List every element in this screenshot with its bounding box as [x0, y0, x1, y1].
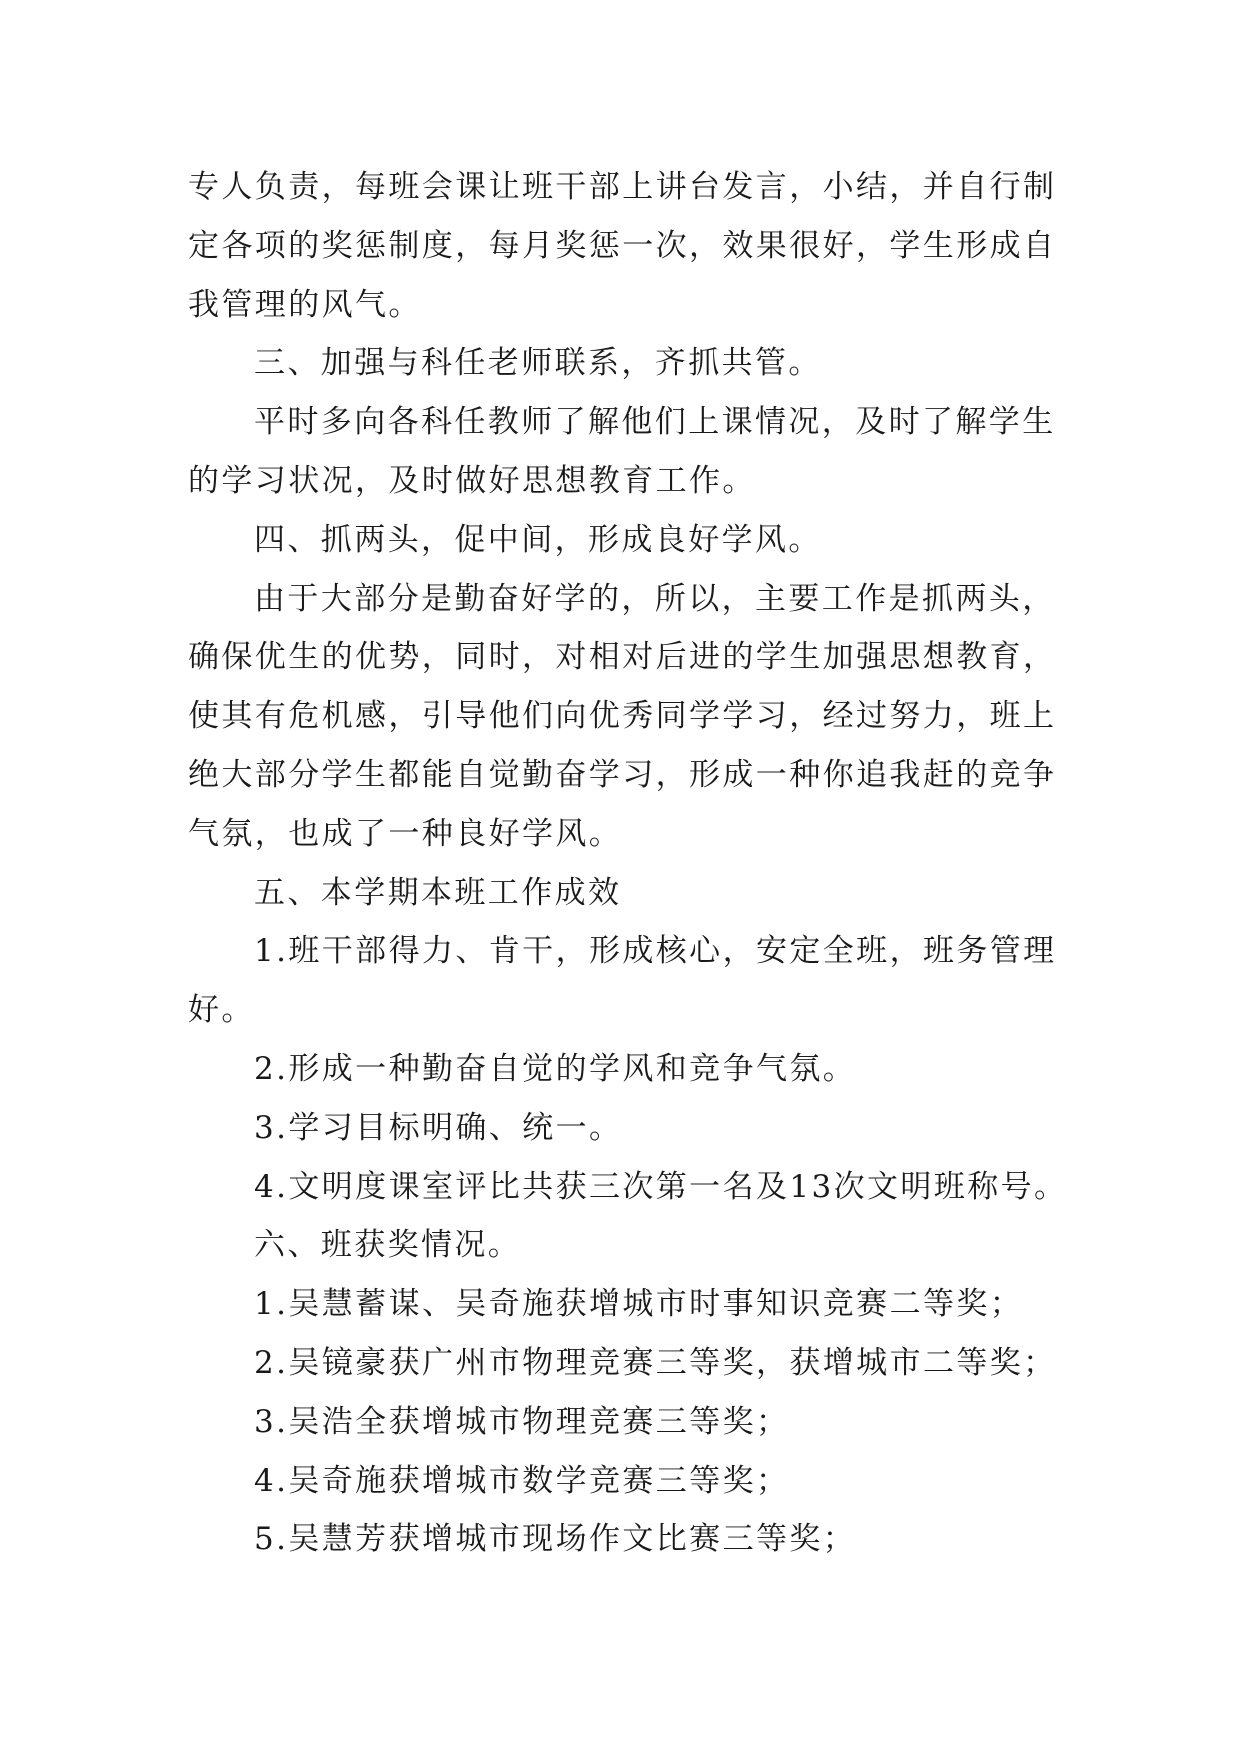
document-body [188, 158, 1068, 1569]
paragraph-line: 绝大部分学生都能自觉勤奋学习，形成一种你追我赶的竞争 [188, 756, 1057, 793]
list-item: 4.吴奇施获增城市数学竞赛三等奖； [254, 1462, 790, 1499]
list-item-continuation: 好。 [188, 992, 255, 1029]
list-item: 3.吴浩全获增城市物理竞赛三等奖； [254, 1403, 790, 1440]
section-heading-6: 六、班获奖情况。 [254, 1227, 522, 1264]
list-item: 1.吴慧蓄谋、吴奇施获增城市时事知识竞赛二等奖； [254, 1286, 1024, 1323]
section-heading-4: 四、抓两头，促中间，形成良好学风。 [254, 521, 822, 558]
section-heading-5: 五、本学期本班工作成效 [254, 874, 622, 911]
section-heading-3: 三、加强与科任老师联系，齐抓共管。 [254, 345, 822, 382]
paragraph-line: 平时多向各科任教师了解他们上课情况，及时了解学生 [254, 404, 1056, 441]
list-item: 2.形成一种勤奋自觉的学风和竞争气氛。 [254, 1050, 857, 1087]
list-item: 4.文明度课室评比共获三次第一名及13次文明班称号。 [254, 1168, 1068, 1205]
paragraph-line: 确保优生的优势，同时，对相对后进的学生加强思想教育， [188, 639, 1057, 676]
paragraph-line: 专人负责，每班会课让班干部上讲台发言，小结，并自行制 [188, 169, 1057, 205]
paragraph-line: 我管理的风气。 [188, 286, 422, 323]
paragraph-line: 的学习状况，及时做好思想教育工作。 [188, 462, 756, 499]
list-item: 3.学习目标明确、统一。 [254, 1109, 623, 1146]
paragraph-line: 气氛，也成了一种良好学风。 [188, 815, 623, 852]
list-item: 2.吴镜豪获广州市物理竞赛三等奖，获增城市二等奖； [254, 1344, 1057, 1381]
paragraph-line: 使其有危机感，引导他们向优秀同学学习，经过努力，班上 [188, 698, 1057, 735]
list-item: 1.班干部得力、肯干，形成核心，安定全班，班务管理 [254, 933, 1057, 970]
list-item: 5.吴慧芳获增城市现场作文比赛三等奖； [254, 1521, 857, 1558]
paragraph-line: 定各项的奖惩制度，每月奖惩一次，效果很好，学生形成自 [188, 227, 1057, 264]
paragraph-line: 由于大部分是勤奋好学的，所以，主要工作是抓两头， [254, 580, 1056, 617]
